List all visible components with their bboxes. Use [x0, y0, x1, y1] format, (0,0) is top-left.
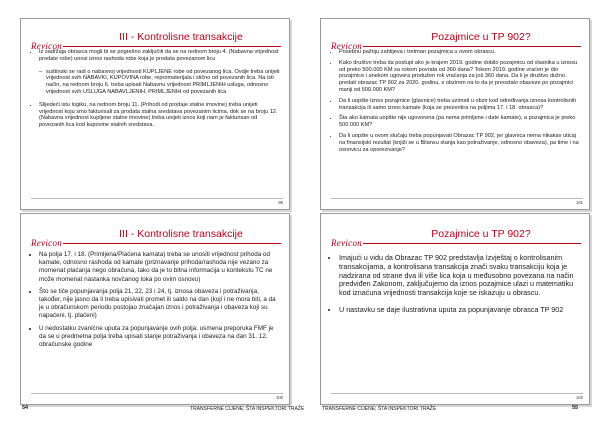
slide-body	[31, 49, 281, 133]
bullet: • Posebnu pažnju zahtijeva i tretman pozajmica u ovom obrascu.	[339, 49, 581, 56]
bullet: • Da li uopšte iznos pozajmice (glavnice) treba uzimati u obzir kod određivanja iznosa kontrolisnih transakcija ili samo iznos kamate (koja se prezentira na poljima 17. i 18. obrasca)?	[339, 98, 581, 112]
bullet: • Da li uopšte u ovom slučaju treba popunjavati Obrazac TP 902, jer glavnica nema nikakav uticaj na finansijski rezultat (knjiži se u Bilansu stanja kao potraživanje, odnosno obaveza), pa time i na osnovicu za oporezivanje?	[339, 133, 581, 153]
left-page-footer: TRANSFERNE CIJENE; ŠTA INSPEKTORI TRAŽE	[190, 406, 305, 412]
right-page-number: 55	[572, 405, 579, 411]
slide-title: III - Kontrolisne transakcije	[119, 31, 243, 43]
bullet: • Kako društvo treba da postupi ako je krajem 2019. godine dobilo pozajmicu od vlasnika u iznosu od preko 500.000 KM sa rokom povrata od 360 dana? Tokom 2019. godine vraćen je dio pozajmice i anekom ugovora produžen rok vraćanja za još 360 dana. Da li je društvo dužno predati obrazac TP 902 za 2020. godinu, s obzirom na to da je preostalo obaveze po pozajmici manji od 500.000 KM?	[339, 60, 581, 94]
slide-body	[331, 254, 581, 319]
revicon-logo: Revicon	[31, 238, 63, 248]
slide-number: 99	[278, 200, 283, 205]
bullet: • Što se tiče popunjavanja polja 21, 22, 23 i 24, tj. iznosa obaveza i potraživanja, također, nije jasno da li treba upisivati promet ili saldo na dan (koji i ne mora biti, a da je u obračunskom periodu postojao značajan iznos i potraživanja i obaveza koji su napaćeni, tj. plaćeni)	[39, 288, 281, 321]
revicon-logo: Revicon	[331, 41, 363, 51]
bullet: • Slijedeći istu logiku, na rednom broju 11. (Prihodi od prodaje stalne imovine) treba unijeti vrijednost koju smo fakturisali za prodata stalna sredstava povezanim licima, dok se na broju 12. (Nabavna vrijednost kupljene stalne imovine) treba unijeti iznos koji nam je fakturisan od povezanih lica kod kupovine stalnih sredstava.	[39, 102, 281, 129]
slide-4	[320, 213, 590, 405]
bullet: • Imajući u vidu da Obrazac TP 902 predstavlja Izvještaj o kontrolisanim transakcijama, a kontrolisana transakcija znači svaku transakciju koja je nadzirana od strane dva ili više lica koja u međusobno povezana na način predviđen Zakonom, zaključujemo da iznos pozajmice ulazi u matematiku kod iznaćuna vrijednosti transakcija koje se iskazuju u obrascu.	[339, 254, 581, 298]
slide-number: 101	[576, 200, 583, 205]
revicon-logo: Revicon	[331, 238, 363, 248]
title-rule	[363, 46, 581, 47]
slide-number: 102	[576, 395, 583, 400]
right-page-footer: TRANSFERNE CIJENE; ŠTA INSPEKTORI TRAŽE	[322, 406, 437, 412]
footer-rule	[331, 198, 583, 199]
slide-title: Pozajmice u TP 902?	[431, 228, 531, 240]
bullet: • U nedostatku zvanične uputa za popunjavanje ovih polja, usmena preporuka FMF je da se u predmetna polja treba upisati stanje potraživanja i obaveza na dan 31. 12. obračunske godine	[39, 325, 281, 350]
slide-3	[20, 213, 290, 405]
sub-bullet: – suštinski se radi o nabavnoj vrijednosti KUPLJENE robe od povezanog lica. Ovdje treba unijeti vrijednost svih NABAVKI, KUPOVINA robe, repromaterijala i slično od povezanih lica. Na isti način, na rednom broju 6. treba upisati Nabavnu vrijednost PRIMLJENIH usluga, odnosno vrijednost svih USLUGA NABAVLJENIH, PRIMLJENIH od povezanih lica	[46, 69, 281, 96]
slide-number: 100	[276, 395, 283, 400]
bullet: • Iz sadržaja obrasca mogli bi se pogrešno zaključiti da se na rednom broju 4. (Nabavna vrijednost prodate robe) unosi iznos rashoda robe koja je prodata povezanom licu	[39, 49, 281, 63]
slide-title: III - Kontrolisne transakcije	[119, 228, 243, 240]
slide-title: Pozajmice u TP 902?	[431, 31, 531, 43]
footer-rule	[31, 198, 283, 199]
slide-2	[320, 18, 590, 210]
bullet: • Na polja 17. i 18. (Primljena/Plaćena kamata) treba se unositi vrijednost prihoda od kamate, odnosno rashoda od kamate (priznavanje prihoda/rashoda nije vezano za momenat plaćanja nego obračuna, tako da je to bitna informacija u kontekstu TC ne može momenat nastanka novčanog toka po ovim osnovu)	[39, 251, 281, 284]
bullet: • Šta ako kamata uopšte nije ugovorena (pa nema primljene i date kamate), a pozajmica je preko 500.000 KM?	[339, 115, 581, 129]
slide-1	[20, 18, 290, 210]
revicon-logo: Revicon	[31, 41, 63, 51]
footer-rule	[31, 393, 283, 394]
title-rule	[63, 46, 281, 47]
title-rule	[363, 243, 581, 244]
slide-body	[31, 251, 281, 353]
bullet: • U nastavku se daje ilustrativna uputa za popunjavanje obrasca TP 902	[339, 306, 581, 315]
slide-body	[331, 49, 581, 157]
title-rule	[63, 243, 281, 244]
footer-rule	[331, 393, 583, 394]
left-page-number: 54	[22, 405, 29, 411]
